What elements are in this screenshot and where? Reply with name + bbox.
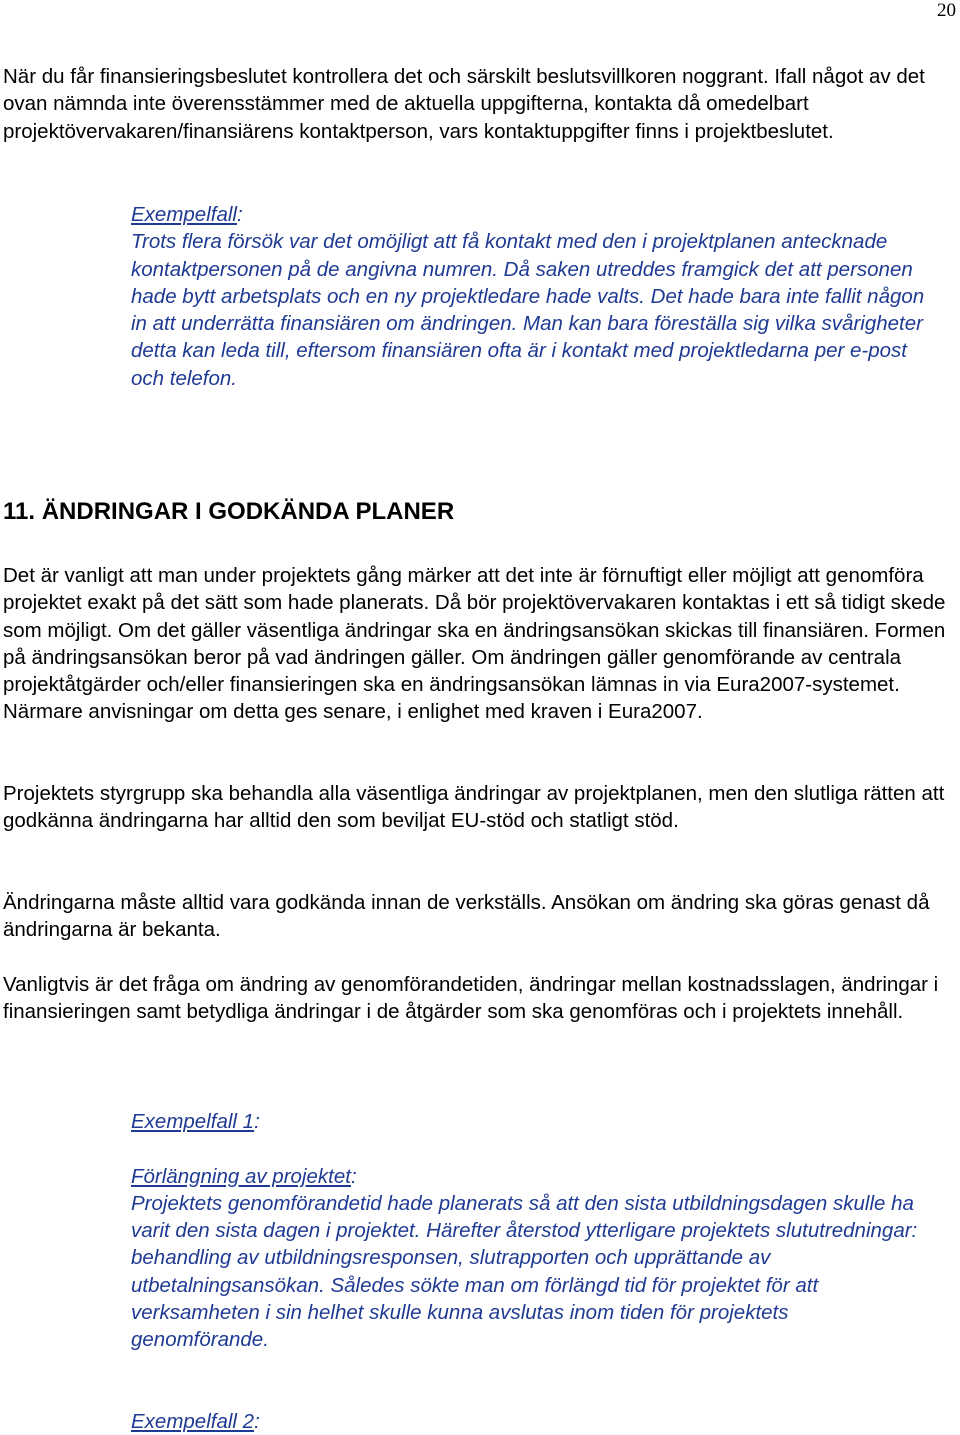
paragraph-changes: Det är vanligt att man under projektets gång märker att det inte är förnuftigt eller möjligt att genomföra projektet exakt på det sätt som hade planerats. Då bör projektövervakaren kontaktas i ett så tidigt skede som möjligt. Om det gäller väsentliga ändringar ska en ändringsansökan skickas till finansiären. Formen på ändringsansökan beror på vad ändringen gäller. Om ändringen gäller genomförande av centrala projektåtgärder och/eller finansieringen ska en ändringsansökan lämnas in via Eura2007-systemet. Närmare anvisningar om detta ges senare, i enlighet med kraven i Eura2007.	[3, 564, 946, 724]
example-heading	[131, 1408, 931, 1435]
example-heading	[131, 201, 931, 228]
example-sublabel: Förlängning av projektet	[131, 1164, 351, 1188]
example-box-3	[131, 1408, 931, 1435]
example-colon: :	[236, 203, 243, 226]
section-heading: 11. ÄNDRINGAR I GODKÄNDA PLANER	[3, 498, 455, 525]
example-colon: :	[254, 1110, 260, 1133]
page-number: 20	[937, 0, 956, 21]
example-box-1	[131, 201, 931, 392]
example-label: Exempelfall	[131, 203, 237, 226]
example-colon: :	[254, 1410, 260, 1433]
example-text: Projektets genomförandetid hade planerats så att den sista utbildningsdagen skulle ha varit den sista dagen i projektet. Härefter återstod ytterligare projektets slututredningar: behandling av utbildningsresponsen, slutrapporten och upprättande av utbetalningsansökan. Således sökte man om förlängd tid för projektet för att verksamheten i sin helhet skulle kunna avslutas inom tiden för projektets genomförande.	[131, 1191, 918, 1352]
example-subheading	[131, 1163, 931, 1190]
paragraph-typical-changes: Vanligtvis är det fråga om ändring av genomförandetiden, ändringar mellan kostnadsslagen, ändringar i finansieringen samt betydliga ändringar i de åtgärder som ska genomföras och i projektets innehåll.	[3, 973, 939, 1024]
paragraph-steering-group: Projektets styrgrupp ska behandla alla väsentliga ändringar av projektplanen, men den slutliga rätten att godkänna ändringarna har alltid den som beviljat EU-stöd och statligt stöd.	[3, 782, 945, 833]
intro-paragraph: När du får finansieringsbeslutet kontrollera det och särskilt beslutsvillkoren noggrant. Ifall något av det ovan nämnda inte överensstämmer med de aktuella uppgifterna, kontakta då omedelbart projektövervakaren/finansiärens kontaktperson, vars kontaktuppgifter finns i projektbeslutet.	[3, 65, 925, 143]
example-label: Exempelfall 2	[131, 1410, 255, 1433]
paragraph-approval: Ändringarna måste alltid vara godkända innan de verkställs. Ansökan om ändring ska göras genast då ändringarna är bekanta.	[3, 891, 930, 942]
example-text: Trots flera försök var det omöjligt att få kontakt med den i projektplanen antecknade kontaktpersonen på de angivna numren. Då saken utreddes framgick det att personen hade bytt arbetsplats och en ny projektledare hade valts. Det hade bara inte fallit någon in att underrätta finansiären om ändringen. Man kan bara föreställa sig vilka svårigheter detta kan leda till, eftersom finansiären ofta är i kontakt med projektledarna per e-post och telefon.	[131, 230, 925, 390]
example-box-2	[131, 1108, 931, 1354]
example-subcolon: :	[350, 1164, 357, 1188]
example-label: Exempelfall 1	[131, 1110, 255, 1133]
example-heading	[131, 1108, 931, 1135]
spacer	[131, 1135, 931, 1162]
